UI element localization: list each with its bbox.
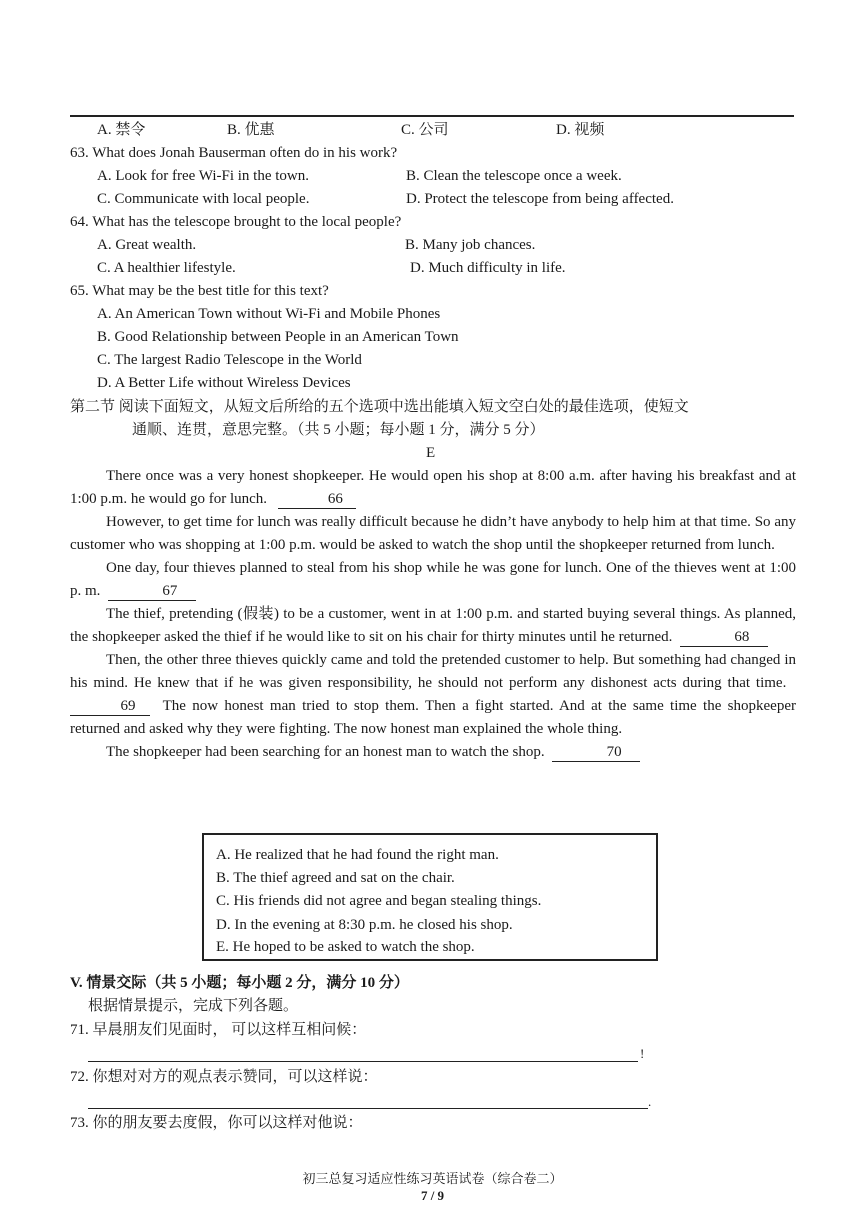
q72-answer-line[interactable]: [88, 1108, 648, 1109]
section2-heading-line1: 第二节 阅读下面短文，从短文后所给的五个选项中选出能填入短文空白处的最佳选项，使短文: [70, 399, 689, 415]
q62-option-b: B. 优惠: [227, 122, 275, 138]
q65-option-a: A. An American Town without Wi-Fi and Mobile Phones: [97, 306, 441, 322]
q63-option-b: B. Clean the telescope once a week.: [406, 168, 622, 184]
q64-option-d: D. Much difficulty in life.: [410, 260, 566, 276]
paragraph-3: One day, four thieves planned to steal from his shop while he was gone for lunch. One of the thieves went at 1:00 p. m. 67: [70, 560, 796, 599]
blank-70: 70: [552, 743, 640, 762]
section2-heading-line2: 通顺、连贯，意思完整。（共 5 小题；每小题 1 分，满分 5 分）: [132, 422, 545, 438]
q62-option-d: D. 视频: [556, 122, 605, 138]
q64-stem: 64. What has the telescope brought to the local people?: [70, 214, 402, 230]
q63-stem: 63. What does Jonah Bauserman often do in his work?: [70, 145, 398, 161]
choice-a: A. He realized that he had found the right man.: [216, 847, 499, 863]
q71-end-mark: !: [640, 1046, 645, 1061]
paragraph-1: There once was a very honest shopkeeper. He would open his shop at 8:00 a.m. after having his breakfast and at 1:00 p.m. he would go for lunch. 66: [70, 468, 796, 507]
q65-option-c: C. The largest Radio Telescope in the World: [97, 352, 362, 368]
choice-e: E. He hoped to be asked to watch the shop.: [216, 939, 475, 955]
page-number: 7 / 9: [420, 1188, 445, 1203]
choices-box: [202, 833, 658, 961]
paragraph-4: The thief, pretending (假装) to be a customer, went in at 1:00 p.m. and started buying several things. As planned, the shopkeeper asked the thief if he would like to sit on his chair for thirty minutes until he returned. 68: [70, 606, 796, 645]
blank-66: 66: [278, 490, 356, 509]
choice-b: B. The thief agreed and sat on the chair.: [216, 870, 455, 886]
q72-end-mark: .: [648, 1094, 652, 1109]
choice-c: C. His friends did not agree and began stealing things.: [216, 893, 542, 909]
top-rule: [70, 115, 794, 117]
q71-prompt: 71. 早晨朋友们见面时， 可以这样互相问候：: [70, 1022, 367, 1038]
q62-option-c: C. 公司: [401, 122, 449, 138]
blank-67: 67: [108, 582, 196, 601]
q71-answer-line[interactable]: [88, 1061, 638, 1062]
footer-title: 初三总复习适应性练习英语试卷（综合卷二）: [302, 1171, 563, 1186]
blank-69: 69: [70, 697, 150, 716]
q63-option-a: A. Look for free Wi-Fi in the town.: [97, 168, 309, 184]
choice-d: D. In the evening at 8:30 p.m. he closed his shop.: [216, 917, 513, 933]
paragraph-2: However, to get time for lunch was really difficult because he didn’t have anybody to help him at that time. So any customer who was shopping at 1:00 p.m. would be asked to watch the shop until the shopkeeper returned from lunch.: [70, 514, 796, 553]
q64-option-b: B. Many job chances.: [405, 237, 536, 253]
q65-stem: 65. What may be the best title for this text?: [70, 283, 329, 299]
q65-option-b: B. Good Relationship between People in an American Town: [97, 329, 459, 345]
q63-option-c: C. Communicate with local people.: [97, 191, 310, 207]
passage: [70, 465, 796, 764]
section5-instruction: 根据情景提示，完成下列各题。: [88, 998, 299, 1014]
q62-option-a: A. 禁令: [97, 122, 146, 138]
q65-option-d: D. A Better Life without Wireless Devices: [97, 375, 351, 391]
q63-option-d: D. Protect the telescope from being affected.: [406, 191, 674, 207]
blank-68: 68: [680, 628, 768, 647]
passage-label: E: [426, 445, 436, 461]
paragraph-5: Then, the other three thieves quickly came and told the pretended customer to help. But something had changed in his mind. He knew that if he was given responsibility, he should not perform any dishonest acts during that time. 69 The now honest man tried to stop them. Then a fight started. And at the same time the shopkeeper returned and asked why they were fighting. The now honest man explained the whole thing.: [70, 652, 796, 737]
section5-heading: V. 情景交际（共 5 小题；每小题 2 分，满分 10 分）: [70, 975, 409, 991]
q64-option-a: A. Great wealth.: [97, 237, 197, 253]
q72-prompt: 72. 你想对对方的观点表示赞同，可以这样说：: [70, 1069, 378, 1085]
q73-prompt: 73. 你的朋友要去度假，你可以这样对他说：: [70, 1115, 363, 1131]
q64-option-c: C. A healthier lifestyle.: [97, 260, 236, 276]
paragraph-6: The shopkeeper had been searching for an honest man to watch the shop. 70: [70, 741, 796, 764]
